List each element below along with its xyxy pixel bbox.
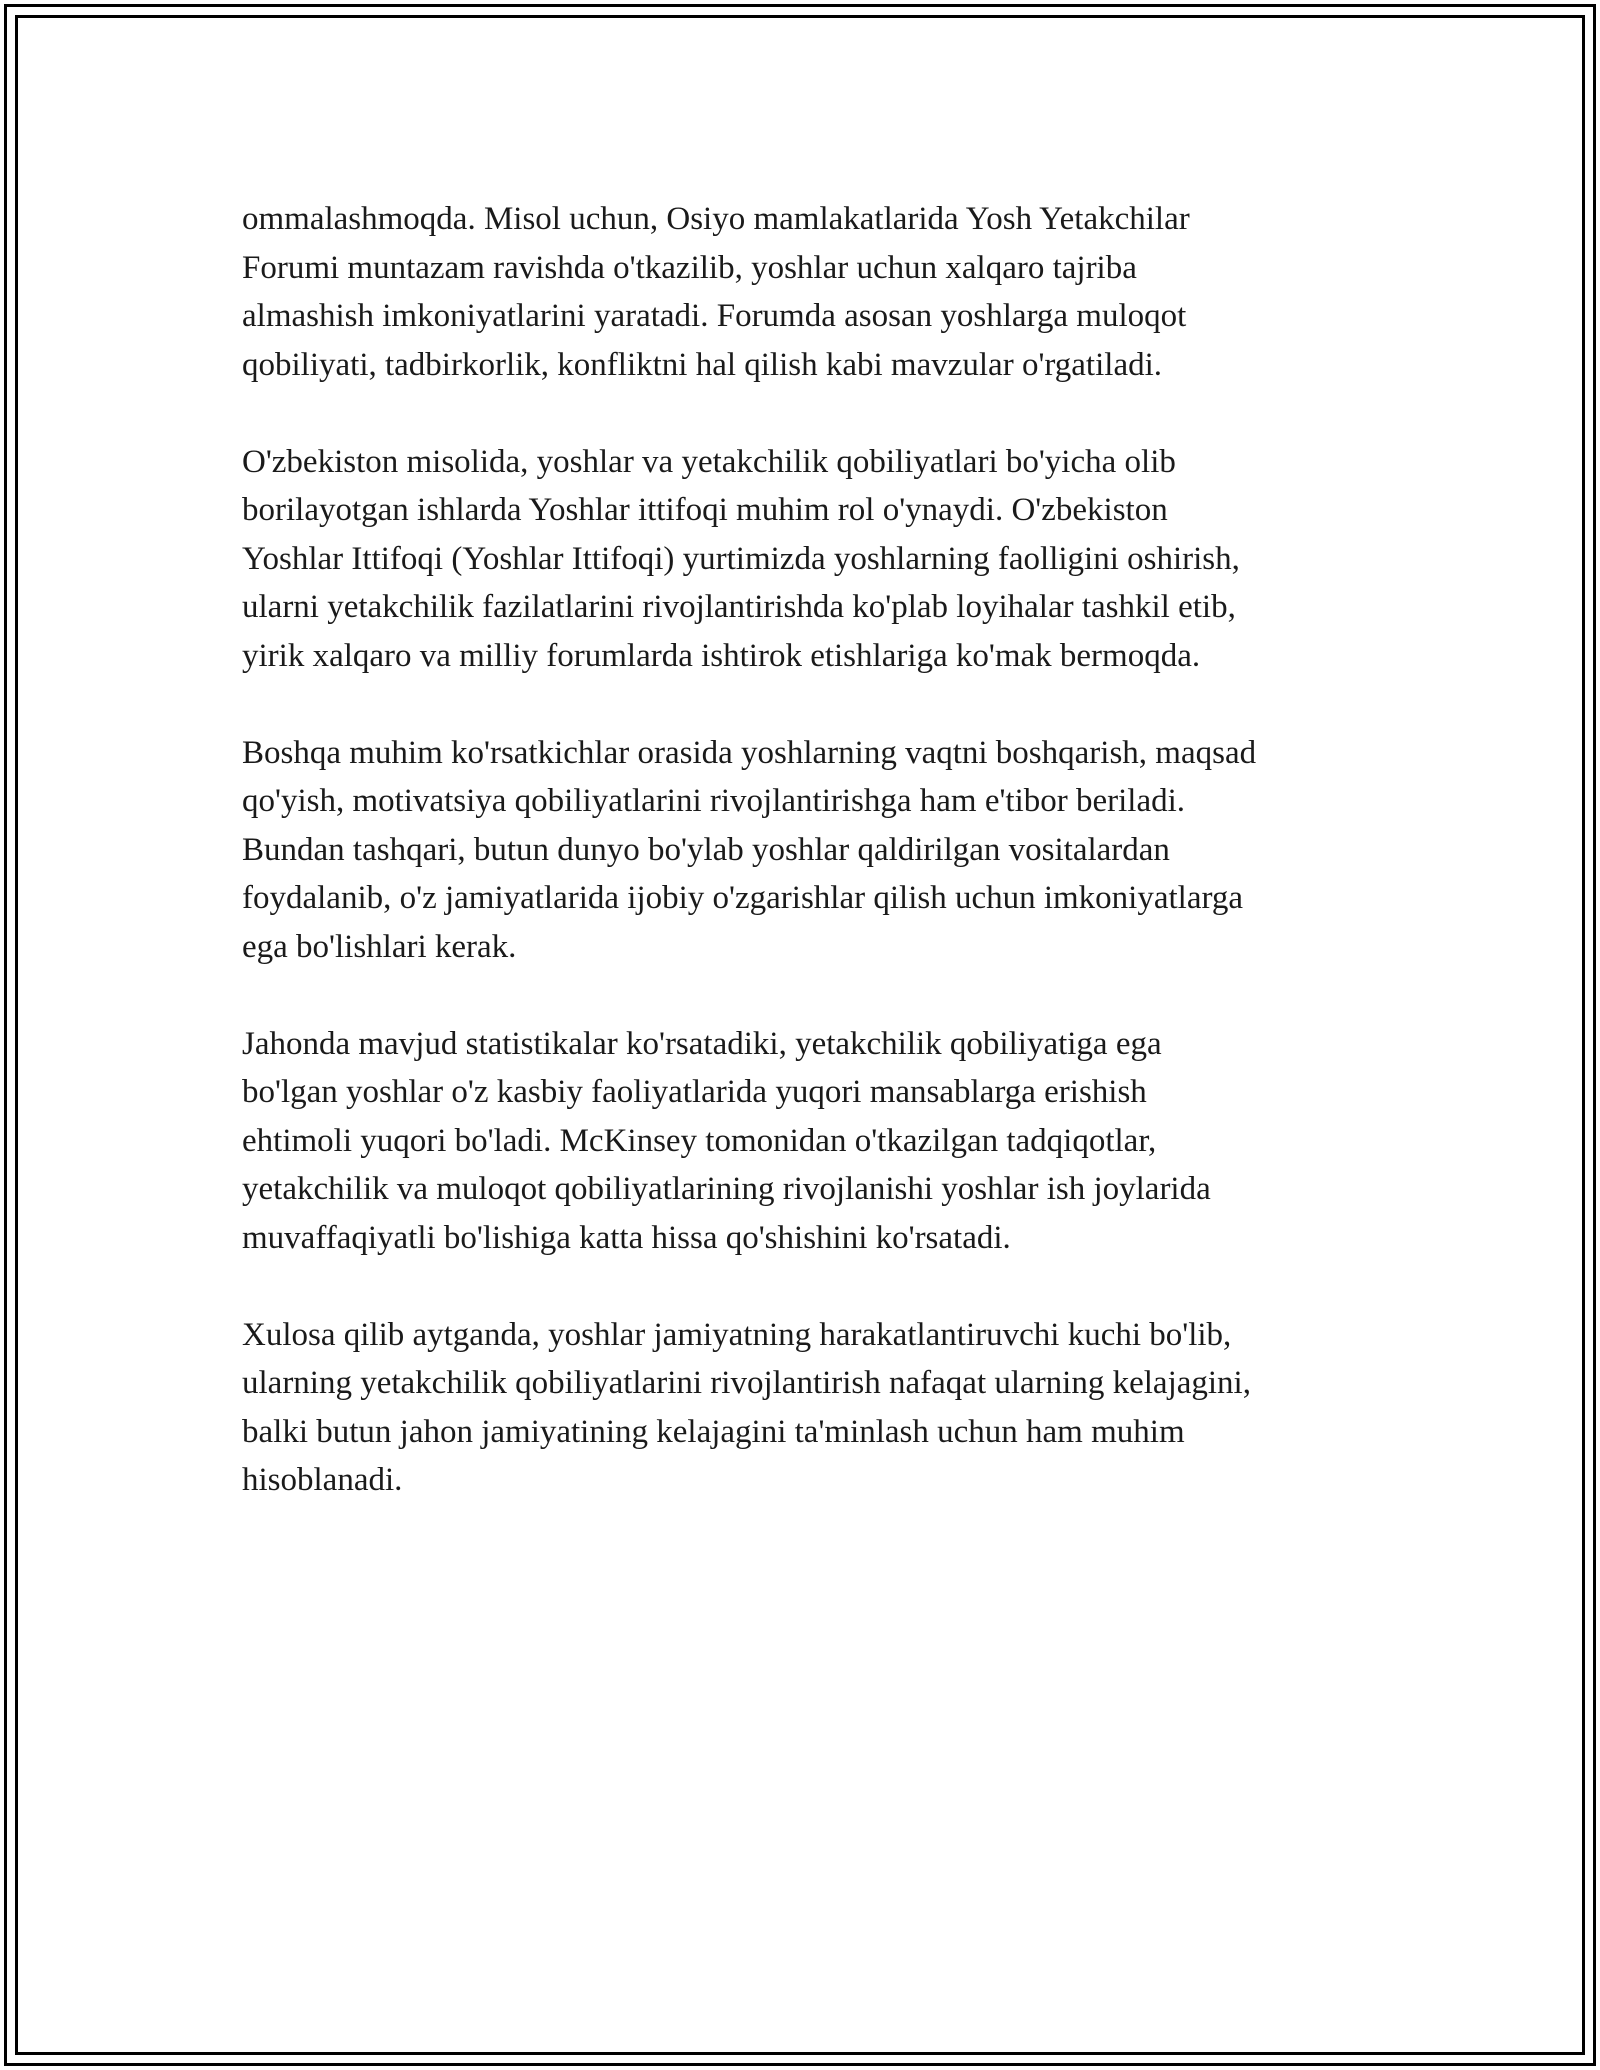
page-frame — [4, 4, 1596, 2066]
paragraph-2: O'zbekiston misolida, yoshlar va yetakchilik qobiliyatlari bo'yicha olib borilayotgan ishlarda Yoshlar ittifoqi muhim rol o'ynaydi. O'zbekiston Yoshlar Ittifoqi (Yoshlar Ittifoqi) yurtimizda yoshlarning faolligini oshirish, ularni yetakchilik fazilatlarini rivojlantirishda ko'plab loyihalar tashkil etib, yirik xalqaro va milliy forumlarda ishtirok etishlariga ko'mak bermoqda. — [242, 443, 1240, 674]
document-body — [242, 195, 1402, 1505]
paragraph-4: Jahonda mavjud statistikalar ko'rsatadiki, yetakchilik qobiliyatiga ega bo'lgan yoshlar o'z kasbiy faoliyatlarida yuqori mansablarga erishish ehtimoli yuqori bo'ladi. McKinsey tomonidan o'tkazilgan tadqiqotlar, yetakchilik va muloqot qobiliyatlarining rivojlanishi yoshlar ish joylarida muvaffaqiyatli bo'lishiga katta hissa qo'shishini ko'rsatadi. — [242, 1025, 1211, 1256]
paragraph-1: ommalashmoqda. Misol uchun, Osiyo mamlakatlarida Yosh Yetakchilar Forumi muntazam ravishda o'tkazilib, yoshlar uchun xalqaro tajriba almashish imkoniyatlarini yaratadi. Forumda asosan yoshlarga muloqot qobiliyati, tadbirkorlik, konfliktni hal qilish kabi mavzular o'rgatiladi. — [242, 201, 1190, 383]
paragraph-5: Xulosa qilib aytganda, yoshlar jamiyatning harakatlantiruvchi kuchi bo'lib, ularning yetakchilik qobiliyatlarini rivojlantirish nafaqat ularning kelajagini, balki butun jahon jamiyatining kelajagini ta'minlash uchun ham muhim hisoblanadi. — [242, 1316, 1251, 1498]
paragraph-3: Boshqa muhim ko'rsatkichlar orasida yoshlarning vaqtni boshqarish, maqsad qo'yish, motivatsiya qobiliyatlarini rivojlantirishga ham e'tibor beriladi. Bundan tashqari, butun dunyo bo'ylab yoshlar qaldirilgan vositalardan foydalanib, o'z jamiyatlarida ijobiy o'zgarishlar qilish uchun imkoniyatlarga ega bo'lishlari kerak. — [242, 734, 1257, 965]
